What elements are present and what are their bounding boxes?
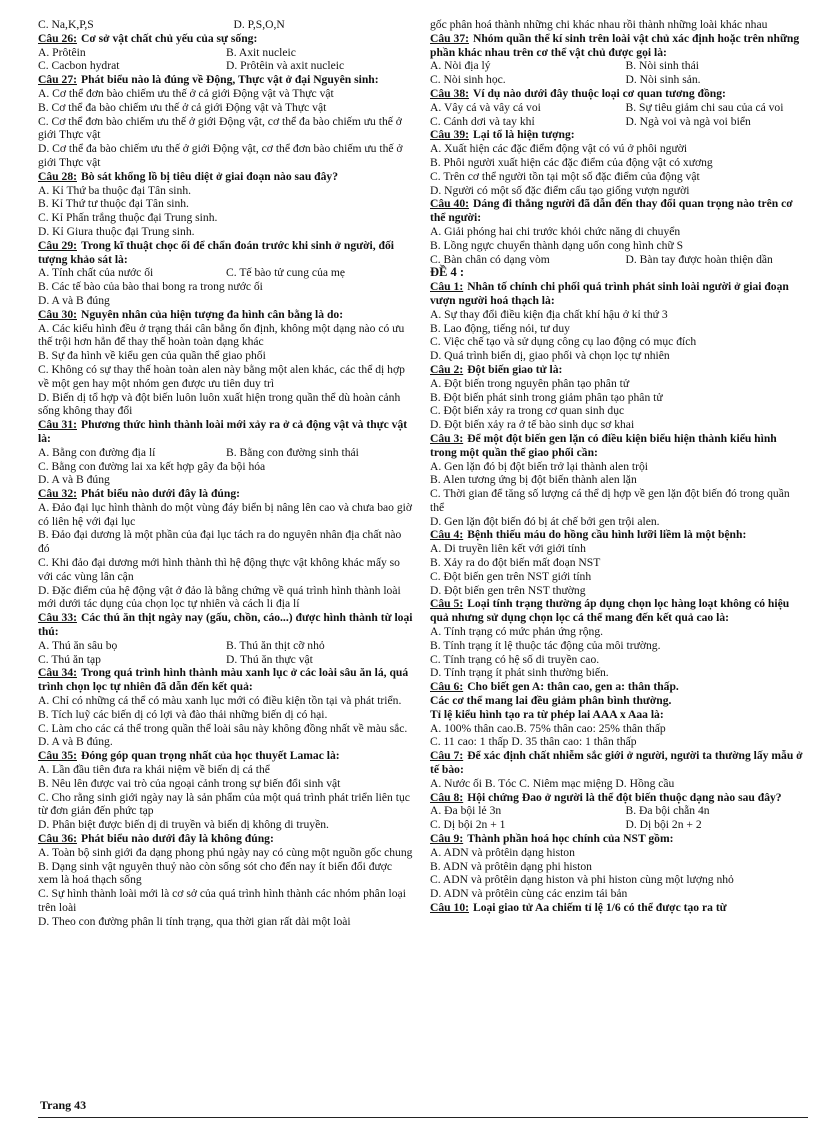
question (430, 128, 806, 142)
question-text: Trong kĩ thuật chọc ối để chẩn đoán trước khi sinh ở người, đối tượng khảo sát là: (38, 238, 394, 266)
answer-option: A. Đảo đại lục hình thành do một vùng đáy biển bị nâng lên cao và chưa bao giờ có liên hệ với đại lục (38, 500, 412, 528)
answer-option: A. Đa bội lẻ 3n (430, 804, 502, 818)
answer-option: A. Nước ối B. Tóc C. Niêm mạc miệng D. Hồng cầu (430, 776, 675, 790)
answer-option: C. Không có sự thay thế hoàn toàn alen này bằng một alen khác, các thể dị hợp về một gen hay một nhóm gen được ưu tiên duy trì (38, 362, 405, 390)
answer-row (38, 446, 414, 460)
answer-option: B. Sự đa hình về kiểu gen của quần thể giao phối (38, 349, 266, 363)
question (430, 680, 806, 694)
question-text: Bò sát khổng lồ bị tiêu diệt ở giai đoạn nào sau đây? (80, 169, 339, 183)
footer-rule (38, 1117, 808, 1118)
answer-option: C. Nòi sinh học. (430, 73, 506, 87)
question (38, 32, 414, 46)
answer-option: A. Bằng con đường địa lí (38, 445, 156, 459)
answer-option: B. Bằng con đường sinh thái (226, 445, 359, 459)
answer-option: A. Gen lặn đó bị đột biến trở lại thành alen trội (430, 459, 648, 473)
answer-option: C. Cánh dơi và tay khỉ (430, 114, 535, 128)
answer-option: B. ADN và prôtêin dạng phi histon (430, 859, 592, 873)
question-text: Trong quá trình hình thành màu xanh lục ở các loài sâu ăn lá, quá trình chọn lọc tự nhiên đã dẫn đến kết quả: (38, 666, 409, 694)
answer-option: D. P,S,O,N (233, 18, 285, 31)
answer-option: A. Prôtêin (38, 45, 86, 59)
question-text: Dáng đi thẳng người đã dẫn đến thay đổi quan trọng nào trên cơ thể người: (430, 197, 793, 225)
section-heading: ĐỀ 4 : (430, 265, 465, 280)
question (38, 418, 414, 446)
question-text-line: Các cơ thể mang lai đều giảm phân bình thường. (430, 694, 672, 708)
answer-option: D. A và B đúng (38, 473, 110, 487)
answer-row (38, 18, 414, 32)
answer-option: B. Nòi sinh thái (625, 59, 699, 73)
answer-option: C. Na,K,P,S (38, 18, 94, 31)
answer-row (430, 818, 806, 832)
answer-option: B. Đảo đại dương là một phần của đại lục tách ra do nguyên nhân địa chất nào đó (38, 528, 402, 556)
answer-option: D. Phân biệt được biến dị di truyền và biến dị không di truyền. (38, 818, 329, 832)
question-number: Câu 10: (430, 901, 469, 914)
question-text: Đóng góp quan trọng nhất của học thuyết Lamac là: (80, 749, 340, 763)
question-number: Câu 33: (38, 611, 77, 625)
answer-option: A. Thú ăn sâu bọ (38, 638, 118, 652)
answer-option: B. Cơ thể đa bào chiếm ưu thế ở cả giới Động vật và Thực vật (38, 100, 327, 114)
answer-option: B. Tính trạng ít lệ thuộc tác động của môi trường. (430, 638, 661, 652)
answer-option: B. Xảy ra do đột biến mất đoạn NST (430, 556, 601, 570)
question (38, 170, 414, 184)
question-text: Phát biểu nào dưới đây là đúng: (80, 487, 240, 501)
answer-option: D. Quá trình biến dị, giao phối và chọn lọc tự nhiên (430, 349, 670, 363)
question-number: Câu 30: (38, 307, 77, 321)
answer-option: C. 11 cao: 1 thấp D. 35 thân cao: 1 thân thấp (430, 735, 637, 749)
answer-option: D. Theo con đường phân li tính trạng, qua thời gian rất dài một loài (38, 914, 351, 928)
answer-option: C. Cơ thể đơn bào chiếm ưu thế ở giới Động vật, cơ thể đa bào chiếm ưu thế ở giới Thực vật (38, 114, 402, 142)
answer-option: A. Xuất hiện các đặc điểm động vật có vú ở phôi người (430, 142, 688, 156)
question (430, 597, 806, 625)
question (38, 73, 414, 87)
answer-option: A. Cơ thể đơn bào chiếm ưu thế ở cả giới Động vật và Thực vật (38, 86, 334, 100)
answer-option: B. Thú ăn thịt cỡ nhỏ (226, 638, 325, 652)
answer-option: D. ADN và prôtêin cùng các enzim tái bản (430, 887, 628, 901)
answer-option: C. ADN và prôtêin dạng histon và phi histon cùng một lượng nhỏ (430, 873, 734, 887)
question-text: Phát biểu nào dưới đây là không đúng: (80, 832, 274, 846)
answer-option: C. Kỉ Phấn trắng thuộc đại Trung sinh. (38, 211, 218, 225)
answer-row (38, 653, 414, 667)
question-text: Nguyên nhân của hiện tượng đa hình cân bằng là do: (80, 307, 344, 321)
question (430, 791, 806, 805)
answer-option: B. Đa bội chẵn 4n (625, 804, 710, 818)
answer-option: A. Lần đầu tiên đưa ra khái niệm về biến dị cá thể (38, 763, 270, 777)
answer-option: A. Chỉ có những cá thể có màu xanh lục mới có điều kiện tồn tại và phát triển. (38, 694, 402, 708)
question (430, 901, 806, 915)
question-number: Câu 1: (430, 280, 464, 294)
page-number: Trang 43 (40, 1098, 87, 1112)
question-text: Cho biết gen A: thân cao, gen a: thân thấp. (467, 680, 679, 694)
answer-option: B. Đột biến phát sinh trong giảm phân tạo phân tử (430, 390, 663, 404)
question-text: Loại tính trạng thường áp dụng chọn lọc hàng loạt không có hiệu quả nhưng sử dụng chọn lọc cá thể mang đến kết quả cao là: (430, 597, 790, 625)
question-number: Câu 2: (430, 362, 464, 376)
answer-option: D. Ngà voi và ngà voi biển (625, 114, 751, 128)
answer-option: B. Axit nucleic (226, 45, 296, 59)
answer-option: gốc phân hoá thành những chi khác nhau rồi thành những loài khác nhau (430, 18, 768, 31)
answer-option: C. Việc chế tạo và sử dụng công cụ lao động có mục đích (430, 335, 697, 349)
question-text: Thành phần hoá học chính của NST gồm: (467, 832, 674, 846)
question-number: Câu 28: (38, 169, 77, 183)
answer-option: D. Tính trạng ít phát sinh thường biến. (430, 666, 609, 680)
answer-row (430, 73, 806, 87)
question (430, 363, 806, 377)
question (430, 87, 806, 101)
question-number: Câu 36: (38, 832, 77, 846)
answer-row (430, 115, 806, 129)
answer-option: B. Lao động, tiếng nói, tư duy (430, 321, 570, 335)
answer-option: C. Cho rằng sinh giới ngày nay là sản phẩm của một quá trình phát triển liên tục từ đơn giản đến phức tạp (38, 790, 410, 818)
answer-option: B. Phôi người xuất hiện các đặc điểm của động vật có xương (430, 155, 713, 169)
answer-option: B. Nêu lên được vai trò của ngoại cảnh trong sự biến đổi sinh vật (38, 776, 341, 790)
question-text: Bệnh thiếu máu do hồng cầu hình lưỡi liềm là một bệnh: (467, 528, 747, 542)
answer-row (38, 639, 414, 653)
question-number: Câu 7: (430, 749, 464, 763)
answer-row (430, 59, 806, 73)
answer-option: A. Toàn bộ sinh giới đa dạng phong phú ngày nay có cùng một nguồn gốc chung (38, 845, 413, 859)
right-column (430, 18, 806, 915)
answer-option: A. Sự thay đổi điều kiện địa chất khí hậu ở kỉ thứ 3 (430, 307, 668, 321)
left-column (38, 18, 414, 929)
answer-row (38, 59, 414, 73)
question-number: Câu 8: (430, 790, 464, 804)
question (38, 487, 414, 501)
answer-option: C. Làm cho các cá thể trong quần thể loài sâu này không đồng nhất về màu sắc. D. A và B đúng. (38, 721, 408, 749)
question-text: Loại giao tử Aa chiếm tỉ lệ 1/6 có thể được tạo ra từ (472, 901, 727, 914)
answer-row (38, 266, 414, 280)
question-number: Câu 37: (430, 31, 469, 45)
answer-option: B. Dạng sinh vật nguyên thuỷ nào còn sống sót cho đến nay ít biến đổi được xem là hoá thạch sống (38, 859, 393, 887)
question-number: Câu 39: (430, 128, 469, 142)
question-number: Câu 27: (38, 73, 77, 87)
answer-row (430, 101, 806, 115)
answer-option: D. Prôtêin và axit nucleic (226, 59, 345, 73)
answer-option: C. Sự hình thành loài mới là cơ sở của quá trình hình thành các nhóm phân loại trên loài (38, 887, 406, 914)
answer-option: A. Đột biến trong nguyên phân tạo phân tử (430, 376, 630, 390)
answer-option: B. Sự tiêu giảm chi sau của cá voi (625, 100, 784, 114)
question-text: Ví dụ nào dưới đây thuộc loại cơ quan tương đồng: (472, 86, 726, 100)
question (430, 197, 806, 225)
question-number: Câu 32: (38, 487, 77, 501)
answer-option: C. Tính trạng có hệ số di truyền cao. (430, 652, 600, 666)
answer-option: A. Vây cá và vây cá voi (430, 100, 541, 114)
answer-option: C. Tế bào tử cung của mẹ (226, 266, 346, 280)
question-text: Để xác định chất nhiễm sắc giới ở người, người ta thường lấy mẫu ở tế bào: (430, 749, 803, 777)
question-text: Phát biểu nào là đúng về Động, Thực vật ở đại Nguyên sinh: (80, 73, 379, 87)
answer-option: D. Người có một số đặc điểm cấu tạo giống vượn người (430, 183, 690, 197)
question-text: Cơ sở vật chất chủ yếu của sự sống: (80, 31, 258, 45)
answer-option: B. Lồng ngực chuyển thành dạng uốn cong hình chữ S (430, 238, 684, 252)
question-number: Câu 5: (430, 597, 464, 611)
answer-option: A. 100% thân cao.B. 75% thân cao: 25% thân thấp (430, 721, 666, 735)
answer-option: D. Nòi sinh sản. (625, 73, 701, 87)
answer-option: D. Bàn tay được hoàn thiện dần (625, 252, 773, 266)
question-text-line: Tỉ lệ kiểu hình tạo ra từ phép lai AAA x Aaa là: (430, 707, 664, 721)
answer-row (38, 46, 414, 60)
question-text: Hội chứng Đao ở người là thể đột biến thuộc dạng nào sau đây? (467, 790, 782, 804)
question-text: Các thú ăn thịt ngày nay (gấu, chồn, cáo...) được hình thành từ loại thú: (38, 611, 413, 639)
answer-row (430, 804, 806, 818)
answer-option: B. Kỉ Thứ tư thuộc đại Tân sinh. (38, 197, 189, 211)
question-number: Câu 29: (38, 238, 77, 252)
answer-option: D. Đặc điểm của hệ động vật ở đảo là bằng chứng về quá trình hình thành loài mới dưới tác dụng của chọn lọc tự nhiên và cách li địa lí (38, 583, 401, 611)
question-text: Đột biến giao tử là: (467, 362, 563, 376)
question (38, 611, 414, 639)
answer-option: C. Thú ăn tạp (38, 652, 101, 666)
answer-option: A. Tính trạng có mức phản ứng rộng. (430, 625, 604, 639)
question (430, 749, 806, 777)
question (38, 832, 414, 846)
answer-option: C. Bằng con đường lai xa kết hợp gây đa bội hóa (38, 459, 266, 473)
question (38, 749, 414, 763)
answer-option: B. Alen tương ứng bị đột biến thành alen lặn (430, 473, 637, 487)
answer-option: C. Trên cơ thể người tồn tại một số đặc điểm của động vật (430, 169, 700, 183)
answer-option: A. Giải phóng hai chi trước khỏi chức năng di chuyển (430, 224, 681, 238)
answer-row (430, 253, 806, 267)
answer-option: A. Tính chất của nước ối (38, 266, 154, 280)
answer-option: D. Gen lặn đột biến đó bị át chế bởi gen trội alen. (430, 514, 660, 528)
answer-option: B. Tích luỹ các biến dị có lợi và đào thải những biến dị có hại. (38, 707, 328, 721)
answer-option: A. Nòi địa lý (430, 59, 491, 73)
question (430, 32, 806, 60)
answer-option: A. ADN và prôtêin dạng histon (430, 845, 575, 859)
answer-option: D. Cơ thể đa bào chiếm ưu thế ở giới Động vật, cơ thể đơn bào chiếm ưu thế ở giới Thực vật (38, 142, 403, 169)
answer-option: D. Kỉ Giura thuộc đại Trung sinh. (38, 224, 195, 238)
answer-option: D. Biến dị tổ hợp và đột biến luôn luôn xuất hiện trong quần thể dù hoàn cảnh sống không thay đổi (38, 390, 401, 418)
question-number: Câu 3: (430, 431, 464, 445)
answer-option: A. Di truyền liên kết với giới tính (430, 542, 586, 556)
answer-option: D. Đột biến xảy ra ở tế bào sinh dục sơ khai (430, 418, 635, 432)
answer-option: D. A và B đúng (38, 293, 110, 307)
answer-option: C. Khi đảo đại dương mới hình thành thì hệ động thực vật không khác mấy so với các vùng lân cận (38, 556, 400, 583)
answer-option: C. Đột biến xảy ra trong cơ quan sinh dục (430, 404, 625, 418)
question-text: Để một đột biến gen lặn có điều kiện biểu hiện thành kiểu hình trong một quần thể giao phối cần: (430, 431, 777, 459)
question (430, 432, 806, 460)
answer-option: C. Đột biến gen trên NST giới tính (430, 569, 592, 583)
answer-option: C. Thời gian để tăng số lượng cá thể dị hợp về gen lặn đột biến đó trong quần thể (430, 487, 790, 514)
answer-option: B. Các tế bào của bào thai bong ra trong nước ối (38, 280, 263, 294)
question-number: Câu 34: (38, 666, 77, 680)
question-text: Phương thức hình thành loài mới xảy ra ở cả động vật và thực vật là: (38, 418, 408, 445)
question (430, 832, 806, 846)
question (430, 280, 806, 308)
question-number: Câu 26: (38, 31, 77, 45)
answer-option: D. Đột biến gen trên NST thường (430, 583, 586, 597)
answer-option: D. Dị bội 2n + 2 (625, 818, 702, 832)
question (430, 528, 806, 542)
question-number: Câu 6: (430, 680, 464, 694)
question-number: Câu 4: (430, 528, 464, 542)
question-number: Câu 9: (430, 832, 464, 846)
question-number: Câu 31: (38, 418, 77, 432)
question-number: Câu 38: (430, 86, 469, 100)
question (38, 666, 414, 694)
answer-option: C. Cacbon hydrat (38, 59, 120, 73)
answer-option: A. Các kiểu hình đều ở trạng thái cân bằng ổn định, không một dạng nào có ưu thế trội hơn hẳn để thay thế hoàn toàn dạng khác (38, 321, 405, 349)
question-number: Câu 35: (38, 749, 77, 763)
answer-option: A. Kỉ Thứ ba thuộc đại Tân sinh. (38, 183, 192, 197)
question-text: Nhóm quần thể kí sinh trên loài vật chủ xác định hoặc trên những phần khác nhau trên cơ thể vật chủ được gọi là: (430, 31, 800, 59)
answer-option: D. Thú ăn thực vật (226, 652, 313, 666)
question (38, 308, 414, 322)
answer-option: C. Bàn chân có dạng vòm (430, 252, 550, 266)
question-number: Câu 40: (430, 197, 469, 211)
question-text: Lại tổ là hiện tượng: (472, 128, 575, 142)
question (38, 239, 414, 267)
answer-option: C. Dị bội 2n + 1 (430, 818, 506, 832)
question-text: Nhân tố chính chi phối quá trình phát sinh loài người ở giai đoạn vượn người hoá thạch là: (430, 280, 789, 307)
